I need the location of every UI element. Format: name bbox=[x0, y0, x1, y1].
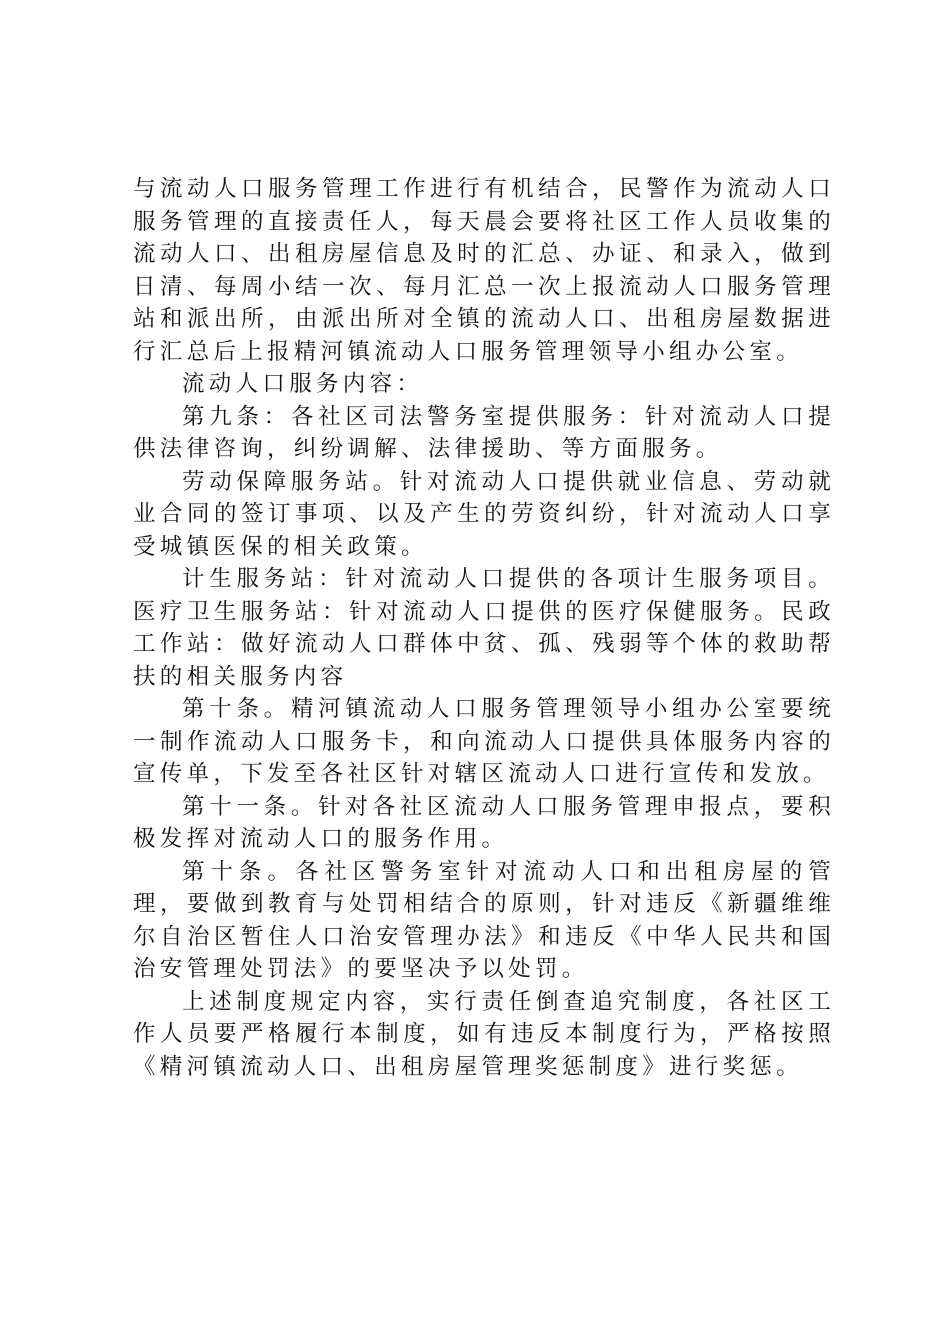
paragraph-article-9: 第九条：各社区司法警务室提供服务：针对流动人口提供法律咨询，纠纷调解、法律援助、等方面服务。 bbox=[133, 403, 835, 462]
paragraph-article-10: 第十条。精河镇流动人口服务管理领导小组办公室要统一制作流动人口服务卡，和向流动人口提供具体服务内容的宣传单，下发至各社区针对辖区流动人口进行宣传和发放。 bbox=[133, 696, 835, 787]
paragraph-accountability: 上述制度规定内容，实行责任倒查追究制度，各社区工作人员要严格履行本制度，如有违反本制度行为，严格按照《精河镇流动人口、出租房屋管理奖惩制度》进行奖惩。 bbox=[133, 988, 835, 1080]
paragraph-continuation: 与流动人口服务管理工作进行有机结合，民警作为流动人口服务管理的直接责任人，每天晨会要将社区工作人员收集的流动人口、出租房屋信息及时的汇总、办证、和录入，做到日清、每周小结一次、每月汇总一次上报流动人口服务管理站和派出所，由派出所对全镇的流动人口、出租房屋数据进行汇总后上报精河镇流动人口服务管理领导小组办公室。 bbox=[133, 176, 835, 365]
paragraph-family-planning-station: 计生服务站：针对流动人口提供的各项计生服务项目。医疗卫生服务站：针对流动人口提供的医疗保健服务。民政工作站：做好流动人口群体中贫、孤、残弱等个体的救助帮扶的相关服务内容 bbox=[133, 566, 835, 690]
document-body bbox=[133, 173, 835, 1083]
paragraph-article-11: 第十一条。针对各社区流动人口服务管理申报点，要积极发挥对流动人口的服务作用。 bbox=[133, 793, 835, 852]
paragraph-article-10-police: 第十条。各社区警务室针对流动人口和出租房屋的管理，要做到教育与处罚相结合的原则，针对违反《新疆维维尔自治区暂住人口治安管理办法》和违反《中华人民共和国治安管理处罚法》的要坚决予以处罚。 bbox=[133, 858, 835, 982]
paragraph-labor-station: 劳动保障服务站。针对流动人口提供就业信息、劳动就业合同的签订事项、以及产生的劳资纠纷，针对流动人口享受城镇医保的相关政策。 bbox=[133, 468, 835, 560]
paragraph-service-heading: 流动人口服务内容： bbox=[182, 371, 424, 397]
